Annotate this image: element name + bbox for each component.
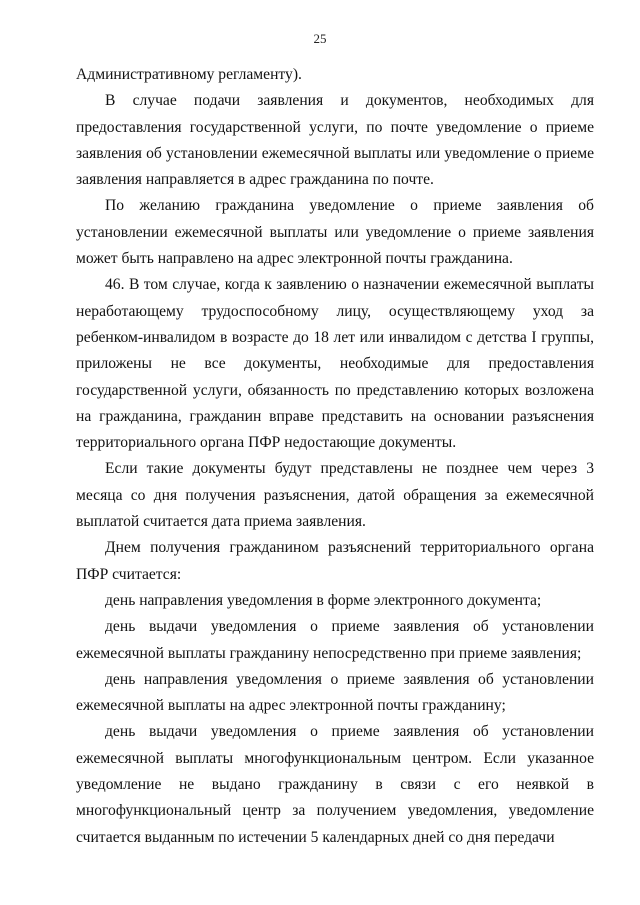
paragraph-email-day: день направления уведомления о приеме заявления об установлении ежемесячной выплаты на адрес электронной почты гражданину; xyxy=(76,670,594,715)
paragraph-postal-notification: В случае подачи заявления и документов, необходимых для предоставления государственной услуги, по почте уведомление о приеме заявления об установлении ежемесячной выплаты или уведомление о приеме заявления направляется в адрес гражданина по почте. xyxy=(76,92,594,189)
paragraph-email-notification: По желанию гражданина уведомление о приеме заявления об установлении ежемесячной выплаты или уведомление о приеме заявления может быть направлено на адрес электронной почты гражданина. xyxy=(76,197,594,268)
page-number: 25 xyxy=(313,31,327,46)
paragraph-three-months: Если такие документы будут представлены не позднее чем через 3 месяца со дня получения разъяснения, датой обращения за ежемесячной выплатой считается дата приема заявления. xyxy=(76,460,594,531)
paragraph-in-person-day: день выдачи уведомления о приеме заявления об установлении ежемесячной выплаты гражданину непосредственно при приеме заявления; xyxy=(76,618,594,662)
paragraph-receipt-day-intro: Днем получения гражданином разъяснений территориального органа ПФР считается: xyxy=(76,539,594,583)
paragraph-mfc-day: день выдачи уведомления о приеме заявления об установлении ежемесячной выплаты многофункциональным центром. Если указанное уведомление не выдано гражданину в связи с его неявкой в многофункциональный центр за получением уведомления, уведомление считается выданным по истечении 5 календарных дней со дня передачи xyxy=(76,723,594,846)
paragraph-electronic-document-day: день направления уведомления в форме электронного документа; xyxy=(105,591,542,609)
document-body xyxy=(76,62,594,851)
paragraph-continuation: Административному регламенту). xyxy=(76,66,302,83)
paragraph-clause-46: 46. В том случае, когда к заявлению о назначении ежемесячной выплаты неработающему трудоспособному лицу, осуществляющему уход за ребенком-инвалидом в возрасте до 18 лет или инвалидом с детства I группы, приложены не все документы, необходимые для предоставления государственной услуги, обязанность по представлению которых возложена на гражданина, гражданин вправе представить на основании разъяснения территориального органа ПФР недостающие документы. xyxy=(76,276,594,452)
